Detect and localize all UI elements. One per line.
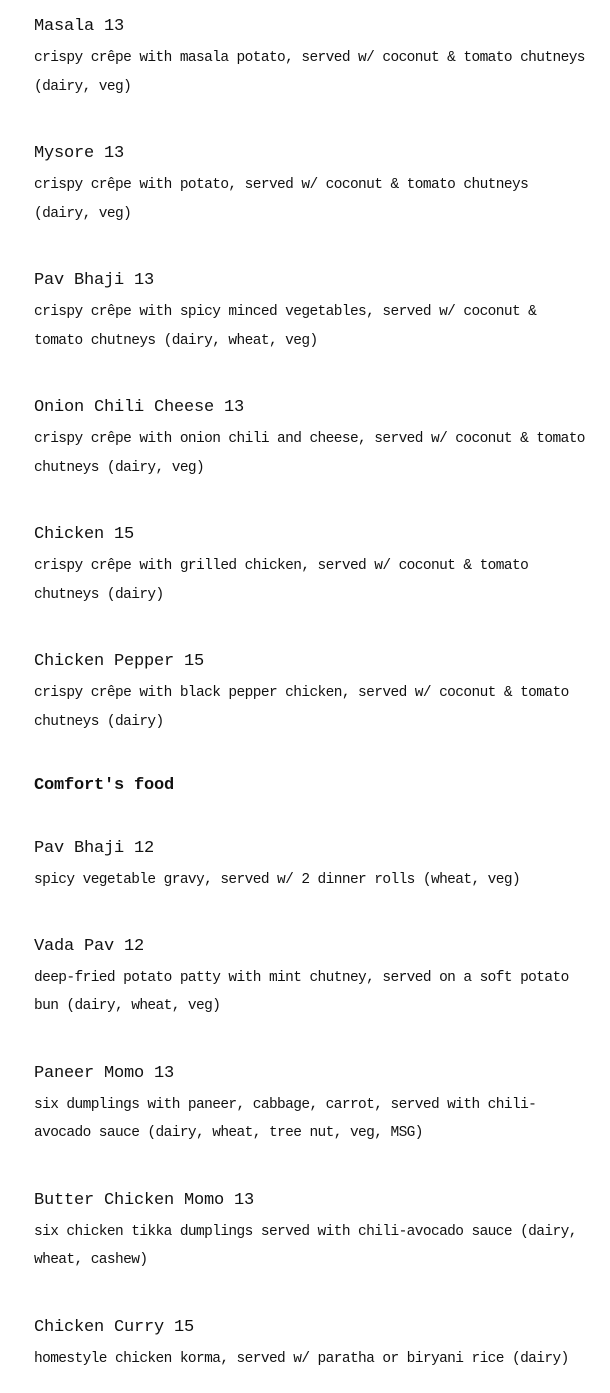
item-description: six dumplings with paneer, cabbage, carrot, served with chili-avocado sauce (dairy, wheat, tree nut, veg, MSG) [34,1096,537,1141]
item-description: crispy crêpe with grilled chicken, served w/ coconut & tomato chutneys (dairy) [34,558,529,603]
menu-item-vada-pav [34,934,586,1021]
item-title: Paneer Momo 13 [34,1063,175,1083]
item-description: homestyle chicken korma, served w/ paratha or biryani rice (dairy) [34,1350,569,1367]
menu-item-mysore [34,141,586,228]
item-title: Mysore 13 [34,144,125,163]
menu-item-chicken-pepper [34,649,586,736]
item-title: Onion Chili Cheese 13 [34,398,245,417]
menu-item-butter-chicken-momo [34,1188,586,1275]
item-title: Pav Bhaji 13 [34,271,155,290]
menu-item-paneer-momo [34,1061,586,1148]
menu-item-pav-bhaji [34,836,586,895]
item-description: crispy crêpe with potato, served w/ coconut & tomato chutneys (dairy, veg) [34,177,529,222]
item-title: Pav Bhaji 12 [34,839,155,858]
item-description: spicy vegetable gravy, served w/ 2 dinner rolls (wheat, veg) [34,872,521,888]
item-description: crispy crêpe with masala potato, served w/ coconut & tomato chutneys (dairy, veg) [34,50,585,95]
item-description: deep-fried potato patty with mint chutney, served on a soft potato bun (dairy, wheat, veg) [34,969,569,1014]
item-title: Chicken Pepper 15 [34,652,205,671]
menu-item-chicken [34,522,586,609]
menu-item-onion-chili-cheese [34,395,586,482]
section-heading: Comfort's food [34,776,175,795]
menu-item-chicken-curry [34,1315,586,1374]
menu-item-masala [34,14,586,101]
item-description: crispy crêpe with spicy minced vegetables, served w/ coconut & tomato chutneys (dairy, wheat, veg) [34,304,537,349]
item-title: Masala 13 [34,17,125,36]
item-description: crispy crêpe with onion chili and cheese, served w/ coconut & tomato chutneys (dairy, veg) [34,431,585,476]
item-title: Vada Pav 12 [34,936,145,956]
item-title: Butter Chicken Momo 13 [34,1190,255,1210]
item-title: Chicken Curry 15 [34,1317,195,1337]
item-description: crispy crêpe with black pepper chicken, served w/ coconut & tomato chutneys (dairy) [34,685,569,730]
item-description: six chicken tikka dumplings served with chili-avocado sauce (dairy, wheat, cashew) [34,1223,577,1268]
item-title: Chicken 15 [34,525,135,544]
menu-item-pav-bhaji-dosa [34,268,586,355]
